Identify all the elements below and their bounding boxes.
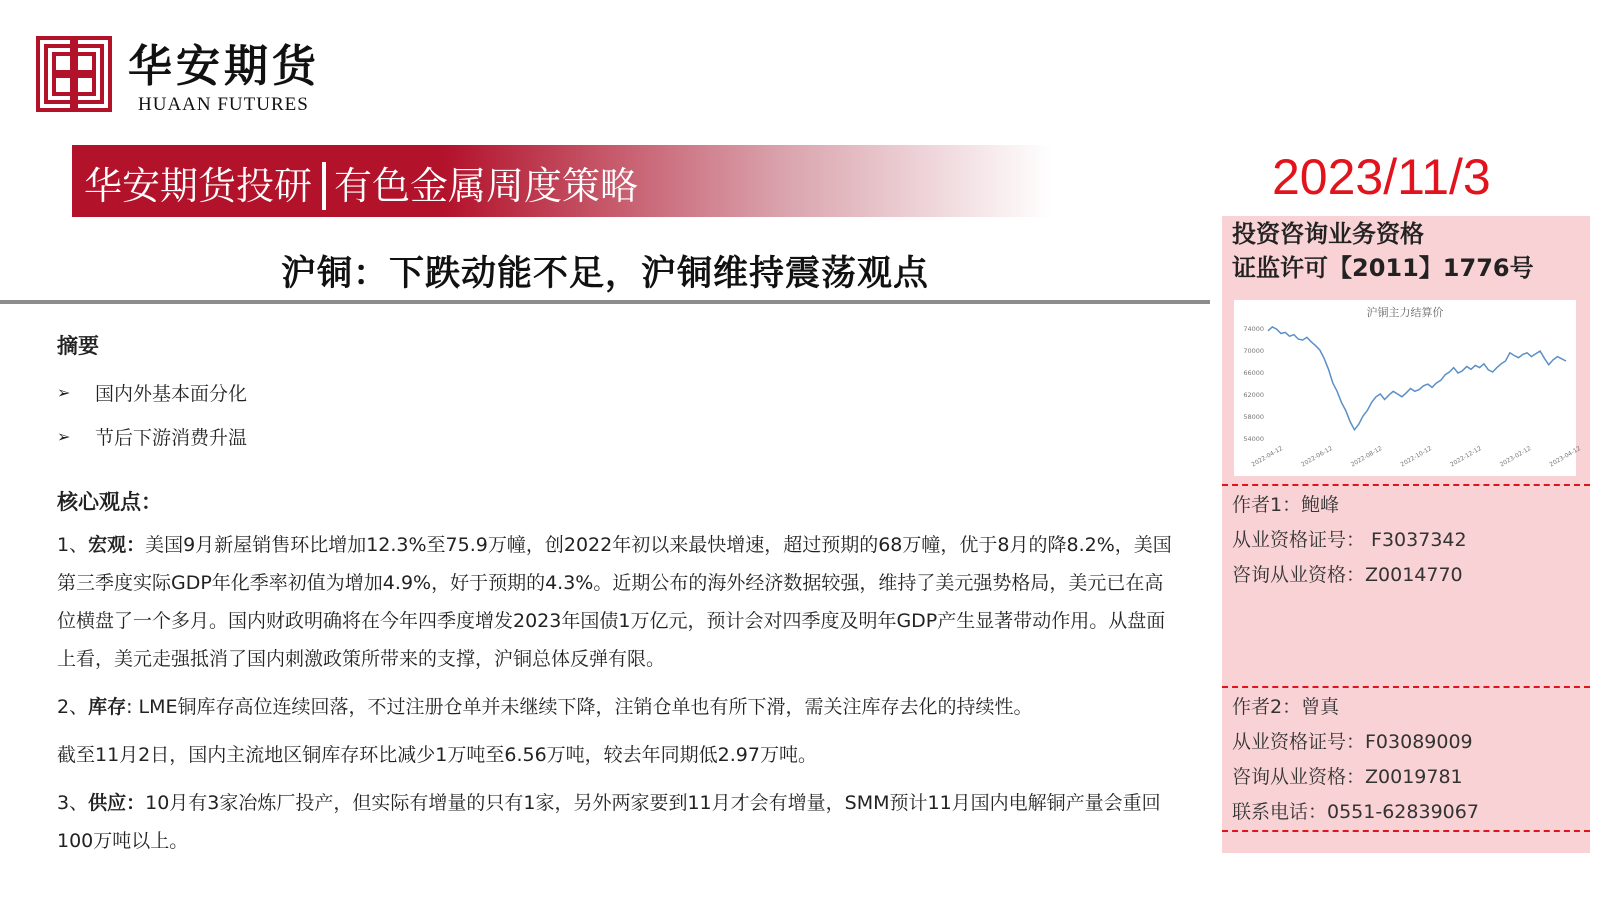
author2-consult: 咨询从业资格：Z0019781 xyxy=(1232,766,1463,788)
x-tick-label: 2022-10-12 xyxy=(1399,444,1434,469)
y-tick-label: 54000 xyxy=(1243,435,1264,443)
arrow-bullet-icon: ➢ xyxy=(57,382,71,402)
core-paragraph-inventory-domestic xyxy=(57,736,1182,774)
paragraph-label: 库存 xyxy=(88,696,127,718)
core-paragraph-inventory xyxy=(57,688,1182,726)
brand-name-en: HUAAN FUTURES xyxy=(138,94,309,115)
dashed-divider xyxy=(1222,686,1590,688)
x-tick-label: 2022-06-12 xyxy=(1300,444,1334,469)
paragraph-text: 10月有3家冶炼厂投产，但实际有增量的只有1家，另外两家要到11月才会有增量，SMM预计11月国内电解铜产量会重回100万吨以上。 xyxy=(57,792,1161,852)
author1-consult: 咨询从业资格：Z0014770 xyxy=(1232,564,1463,586)
series-line xyxy=(1268,327,1566,430)
title-divider xyxy=(0,300,1210,304)
paragraph-text: : LME铜库存高位连续回落，不过注册仓单并未继续下降，注销仓单也有所下滑，需关注库存去化的持续性。 xyxy=(126,696,1033,718)
author2-phone: 联系电话：0551-62839067 xyxy=(1232,801,1479,823)
y-tick-label: 62000 xyxy=(1243,391,1264,399)
main-content xyxy=(57,322,1182,860)
paragraph-prefix: 3、 xyxy=(57,792,89,814)
core-paragraph-supply xyxy=(57,784,1182,860)
summary-item xyxy=(57,370,1182,414)
author2-name: 作者2：曾真 xyxy=(1232,696,1340,718)
paragraph-prefix: 2、 xyxy=(57,696,89,718)
dashed-divider xyxy=(1222,484,1590,486)
brand-name-cn: 华安期货 xyxy=(128,41,320,92)
x-tick-label: 2023-02-12 xyxy=(1498,444,1533,469)
arrow-bullet-icon: ➢ xyxy=(57,426,71,446)
summary-item-text: 国内外基本面分化 xyxy=(95,382,248,405)
x-tick-label: 2022-08-12 xyxy=(1349,444,1384,469)
banner-divider xyxy=(322,162,326,210)
banner-right: 有色金属周度策略 xyxy=(334,164,639,208)
core-paragraph-macro xyxy=(57,526,1182,678)
summary-item xyxy=(57,414,1182,458)
x-tick-label: 2023-04-12 xyxy=(1548,444,1583,469)
summary-heading: 摘要 xyxy=(57,334,99,358)
banner-left: 华安期货投研 xyxy=(84,164,313,208)
chart-title: 沪铜主力结算价 xyxy=(1366,306,1444,319)
y-tick-label: 66000 xyxy=(1243,369,1264,377)
license-number: 证监许可【2011】1776号 xyxy=(1232,254,1534,282)
y-tick-label: 58000 xyxy=(1243,413,1264,421)
paragraph-label: 供应： xyxy=(88,792,146,814)
header-banner xyxy=(72,145,1052,217)
paragraph-prefix: 1、 xyxy=(57,534,89,556)
y-tick-label: 70000 xyxy=(1243,347,1264,355)
sidebar-panel xyxy=(1222,216,1590,853)
license-title: 投资咨询业务资格 xyxy=(1232,220,1424,248)
price-chart-svg xyxy=(1234,300,1583,476)
x-tick-label: 2022-12-12 xyxy=(1449,444,1483,469)
huaan-logo-icon xyxy=(36,36,112,112)
x-tick-label: 2022-04-12 xyxy=(1250,444,1285,469)
dashed-divider xyxy=(1222,830,1590,832)
y-tick-label: 74000 xyxy=(1243,325,1264,333)
paragraph-text: 美国9月新屋销售环比增加12.3%至75.9万幢，创2022年初以来最快增速，超过预期的68万幢，优于8月的降8.2%，美国第三季度实际GDP年化季率初值为增加4.9%，好于预期的4.3%。近期公布的海外经济数据较强，维持了美元强势格局，美元已在高位横盘了一个多月。国内财政明确将在今年四季度增发2023年国债1万亿元，预计会对四季度及明年GDP产生显著带动作用。从盘面上看，美元走强抵消了国内刺激政策所带来的支撑，沪铜总体反弹有限。 xyxy=(57,534,1172,670)
core-heading: 核心观点： xyxy=(57,490,162,514)
price-chart xyxy=(1234,300,1583,476)
author1-name: 作者1：鲍峰 xyxy=(1232,494,1340,516)
paragraph-text: 截至11月2日，国内主流地区铜库存环比减少1万吨至6.56万吨，较去年同期低2.97万吨。 xyxy=(57,744,817,766)
summary-item-text: 节后下游消费升温 xyxy=(95,426,248,449)
report-date: 2023/11/3 xyxy=(1272,149,1491,205)
author2-cert: 从业资格证号：F03089009 xyxy=(1232,731,1473,753)
report-title: 沪铜：下跌动能不足，沪铜维持震荡观点 xyxy=(280,254,929,294)
author1-cert: 从业资格证号： F3037342 xyxy=(1232,529,1467,551)
paragraph-label: 宏观： xyxy=(88,534,146,556)
